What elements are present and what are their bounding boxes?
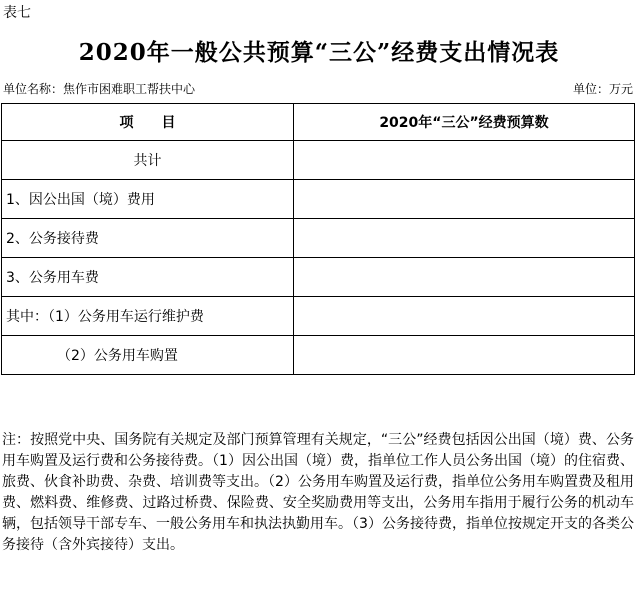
expense-table bbox=[1, 103, 635, 375]
row-label-vehicle-operation: 其中：（1）公务用车运行维护费 bbox=[2, 297, 294, 336]
table-row bbox=[2, 141, 635, 180]
row-label-total: 共计 bbox=[2, 141, 294, 180]
column-header-budget: 2020年“三公”经费预算数 bbox=[294, 104, 635, 141]
footnote: 注：按照党中央、国务院有关规定及部门预算管理有关规定，“三公”经费包括因公出国（境）费、公务用车购置及运行费和公务接待费。（1）因公出国（境）费，指单位工作人员公务出国（境）的住宿费、旅费、伙食补助费、杂费、培训费等支出。（2）公务用车购置及运行费，指单位公务用车购置费及租用费、燃料费、维修费、过路过桥费、保险费、安全奖励费用等支出，公务用车指用于履行公务的机动车辆，包括领导干部专车、一般公务用车和执法执勤用车。（3）公务接待费，指单位按规定开支的各类公务接待（含外宾接待）支出。 bbox=[2, 432, 634, 553]
row-label-vehicle-purchase: （2）公务用车购置 bbox=[2, 336, 294, 375]
row-label-overseas: 1、因公出国（境）费用 bbox=[2, 180, 294, 219]
row-value-reception bbox=[294, 219, 635, 258]
row-label-vehicle: 3、公务用车费 bbox=[2, 258, 294, 297]
row-value-vehicle bbox=[294, 258, 635, 297]
unit-info-row bbox=[1, 80, 635, 96]
column-header-item: 项 目 bbox=[2, 104, 294, 141]
row-label-reception: 2、公务接待费 bbox=[2, 219, 294, 258]
table-row bbox=[2, 258, 635, 297]
row-value-vehicle-purchase bbox=[294, 336, 635, 375]
table-row bbox=[2, 297, 635, 336]
row-value-vehicle-operation bbox=[294, 297, 635, 336]
unit-name: 单位名称：焦作市困难职工帮扶中心 bbox=[3, 82, 196, 96]
table-header-row bbox=[2, 104, 635, 141]
table-row bbox=[2, 180, 635, 219]
table-number-label: 表七 bbox=[3, 5, 31, 21]
page-title: 2020年一般公共预算“三公”经费支出情况表 bbox=[78, 39, 560, 66]
currency-unit: 单位：万元 bbox=[572, 82, 633, 96]
row-value-overseas bbox=[294, 180, 635, 219]
row-value-total bbox=[294, 141, 635, 180]
table-row bbox=[2, 336, 635, 375]
table-row bbox=[2, 219, 635, 258]
